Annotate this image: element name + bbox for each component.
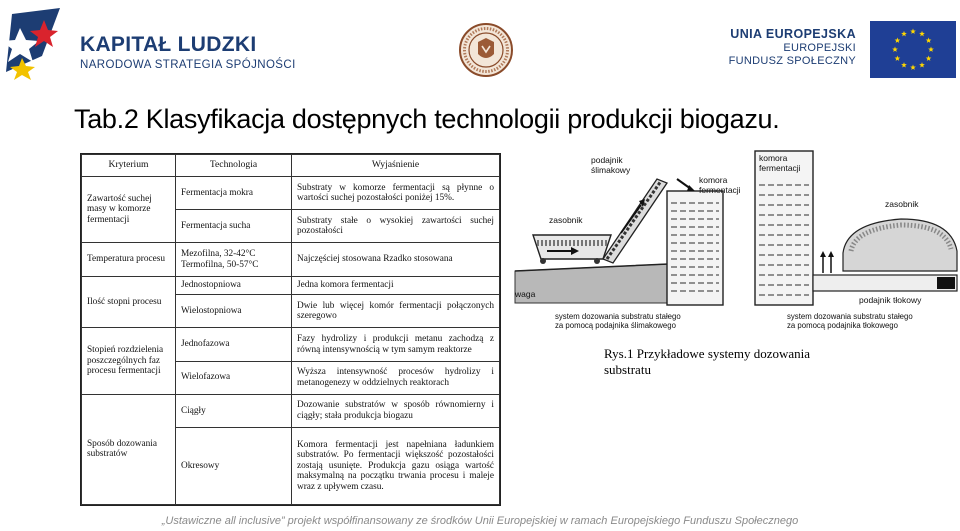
kapital-ludzki-logo — [0, 0, 300, 86]
explanation-cell: Substraty w komorze fermentacji są płynne o wartości suchej pozostałości poniżej 15%. — [292, 177, 500, 210]
kapital-ludzki-star-icon — [2, 6, 66, 84]
label-slimakowy: ślimakowy — [591, 165, 631, 175]
dosing-systems-figure — [511, 143, 960, 339]
label-zasobnik-right: zasobnik — [885, 199, 919, 209]
criterion-cell: Ilość stopni procesu — [82, 276, 176, 328]
table-row — [82, 243, 500, 276]
explanation-cell: Dwie lub więcej komór fermentacji połączonych szeregowo — [292, 295, 500, 328]
explanation-cell: Wyższa intensywność procesów hydrolizy i metanogenezy w oddzielnych reaktorach — [292, 361, 500, 394]
technology-cell: Okresowy — [176, 428, 292, 505]
eu-line-2: EUROPEJSKI — [783, 42, 856, 54]
criterion-cell: Zawartość suchej masy w komorze fermentacji — [82, 177, 176, 243]
explanation-cell: Substraty stałe o wysokiej zawartości suchej pozostałości — [292, 210, 500, 243]
column-header: Kryterium — [82, 155, 176, 177]
left-diagram-caption-2: za pomocą podajnika ślimakowego — [555, 321, 676, 330]
criterion-cell: Stopień rozdzielenia poszczególnych faz procesu fermentacji — [82, 328, 176, 394]
explanation-cell: Fazy hydrolizy i produkcji metanu zachodzą z równą intensywnością w tym samym reaktorze — [292, 328, 500, 361]
table-row — [82, 177, 500, 210]
piston-feeder-diagram — [755, 151, 957, 330]
column-header: Wyjaśnienie — [292, 155, 500, 177]
eu-flag-icon — [870, 21, 956, 78]
explanation-cell: Najczęściej stosowana Rzadko stosowana — [292, 243, 500, 276]
classification-table — [80, 153, 501, 506]
label-komora-right-1: komora — [759, 153, 788, 163]
right-diagram-caption-2: za pomocą podajnika tłokowego — [787, 321, 898, 330]
table-row — [82, 276, 500, 295]
criterion-cell: Temperatura procesu — [82, 243, 176, 276]
technology-cell: Fermentacja mokra — [176, 177, 292, 210]
right-diagram-caption-1: system dozowania substratu stałego — [787, 312, 913, 321]
left-diagram-caption-1: system dozowania substratu stałego — [555, 312, 681, 321]
label-podajnik-tlokowy: podajnik tłokowy — [859, 295, 922, 305]
explanation-cell: Jedna komora fermentacji — [292, 276, 500, 295]
footer-note: „Ustawiczne all inclusive” projekt współfinansowany ze środków Unii Europejskiej w ramach Europejskiego Funduszu Społecznego — [161, 515, 799, 527]
eu-logo-text — [729, 27, 856, 68]
label-podajnik: podajnik — [591, 155, 623, 165]
eu-line-1: UNIA EUROPEJSKA — [730, 27, 856, 41]
explanation-cell: Komora fermentacji jest napełniana ładunkiem substratów. Po fermentacji większość pozostałości zostają usunięte. Produkcja gazu osiąga wartość maksymalną na początku trwania procesu i maleje wraz z upływem czasu. — [292, 428, 500, 505]
eu-line-3: FUNDUSZ SPOŁECZNY — [728, 55, 856, 67]
label-komora-left-1: komora — [699, 175, 728, 185]
table-row — [82, 394, 500, 427]
page-title: Tab.2 Klasyfikacja dostępnych technologii produkcji biogazu. — [74, 104, 780, 134]
figure-caption: Rys.1 Przykładowe systemy dozowania substratu — [604, 346, 811, 377]
table-row — [82, 328, 500, 361]
technology-cell: Jednofazowa — [176, 328, 292, 361]
column-header: Technologia — [176, 155, 292, 177]
university-seal-icon — [458, 22, 514, 78]
label-waga: waga — [515, 289, 536, 299]
screw-feeder-diagram — [514, 155, 741, 330]
table-header-row — [82, 155, 500, 177]
label-komora-left-2: fermentacji — [699, 185, 741, 195]
criterion-cell: Sposób dozowania substratów — [82, 394, 176, 504]
kapital-ludzki-subtitle: NARODOWA STRATEGIA SPÓJNOŚCI — [80, 59, 296, 71]
kapital-ludzki-title: KAPITAŁ LUDZKI — [80, 33, 257, 56]
technology-cell: Wielofazowa — [176, 361, 292, 394]
technology-cell: Fermentacja sucha — [176, 210, 292, 243]
technology-cell: Mezofilna, 32-42°C Termofilna, 50-57°C — [176, 243, 292, 276]
technology-cell: Wielostopniowa — [176, 295, 292, 328]
explanation-cell: Dozowanie substratów w sposób równomierny i ciągły; stała produkcja biogazu — [292, 394, 500, 427]
label-komora-right-2: fermentacji — [759, 163, 801, 173]
technology-cell: Ciągły — [176, 394, 292, 427]
label-zasobnik-left: zasobnik — [549, 215, 583, 225]
technology-cell: Jednostopniowa — [176, 276, 292, 295]
